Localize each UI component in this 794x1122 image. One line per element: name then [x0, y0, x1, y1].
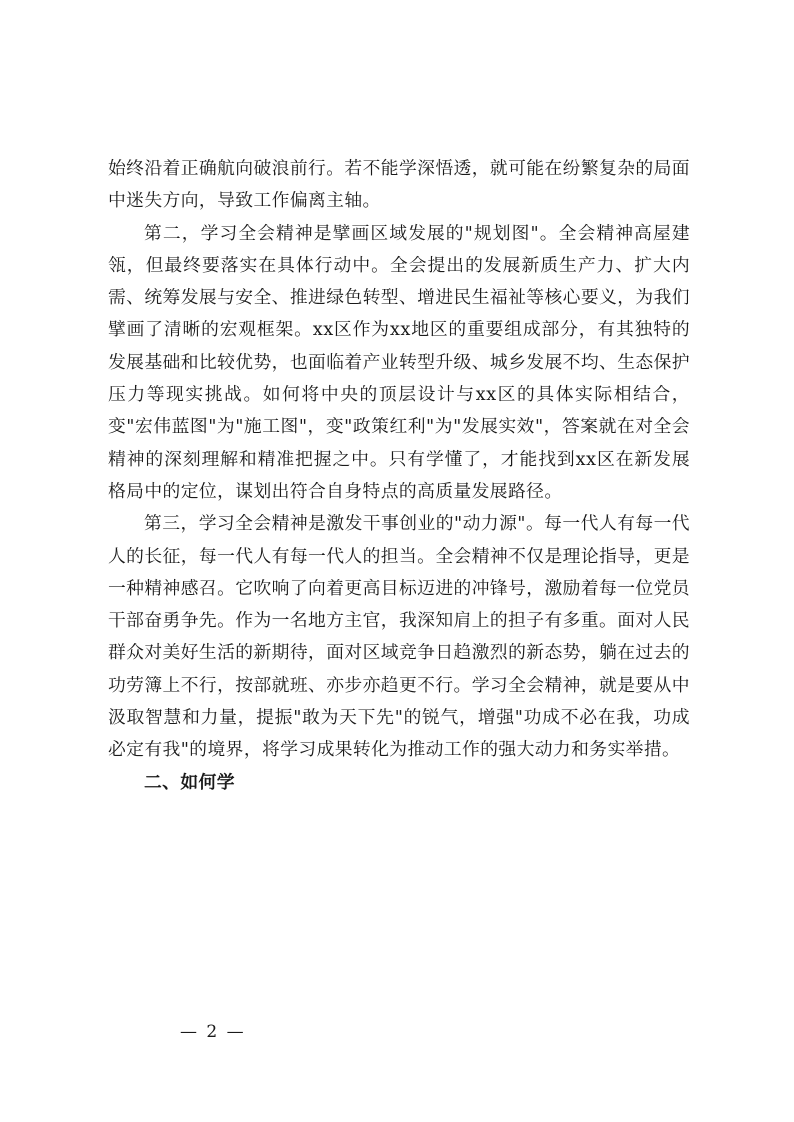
page-number: — 2 — — [180, 1022, 246, 1042]
paragraph-continuation: 始终沿着正确航向破浪前行。若不能学深悟透，就可能在纷繁复杂的局面中迷失方向，导致工作偏离主轴。 — [108, 158, 690, 212]
section-heading: 二、如何学 — [144, 771, 235, 793]
paragraph-point-three: 第三，学习全会精神是激发干事创业的"动力源"。每一代人有每一代人的长征，每一代人有每一代人的担当。全会精神不仅是理论指导，更是一种精神感召。它吹响了向着更高目标迈进的冲锋号，激励着每一位党员干部奋勇争先。作为一名地方主官，我深知肩上的担子有多重。面对人民群众对美好生活的新期待，面对区域竞争日趋激烈的新态势，躺在过去的功劳簿上不行，按部就班、亦步亦趋更不行。学习全会精神，就是要从中汲取智慧和力量，提振"敢为天下先"的锐气，增强"功成不必在我，功成必定有我"的境界，将学习成果转化为推动工作的强大动力和务实举措。 — [108, 513, 690, 761]
body-text — [108, 153, 690, 799]
paragraph-point-two: 第二，学习全会精神是擘画区域发展的"规划图"。全会精神高屋建瓴，但最终要落实在具体行动中。全会提出的发展新质生产力、扩大内需、统筹发展与安全、推进绿色转型、增进民生福祉等核心要义，为我们擘画了清晰的宏观框架。xx区作为xx地区的重要组成部分，有其独特的发展基础和比较优势，也面临着产业转型升级、城乡发展不均、生态保护压力等现实挑战。如何将中央的顶层设计与xx区的具体实际相结合，变"宏伟蓝图"为"施工图"，变"政策红利"为"发展实效"，答案就在对全会精神的深刻理解和精准把握之中。只有学懂了，才能找到xx区在新发展格局中的定位，谋划出符合自身特点的高质量发展路径。 — [108, 222, 690, 502]
